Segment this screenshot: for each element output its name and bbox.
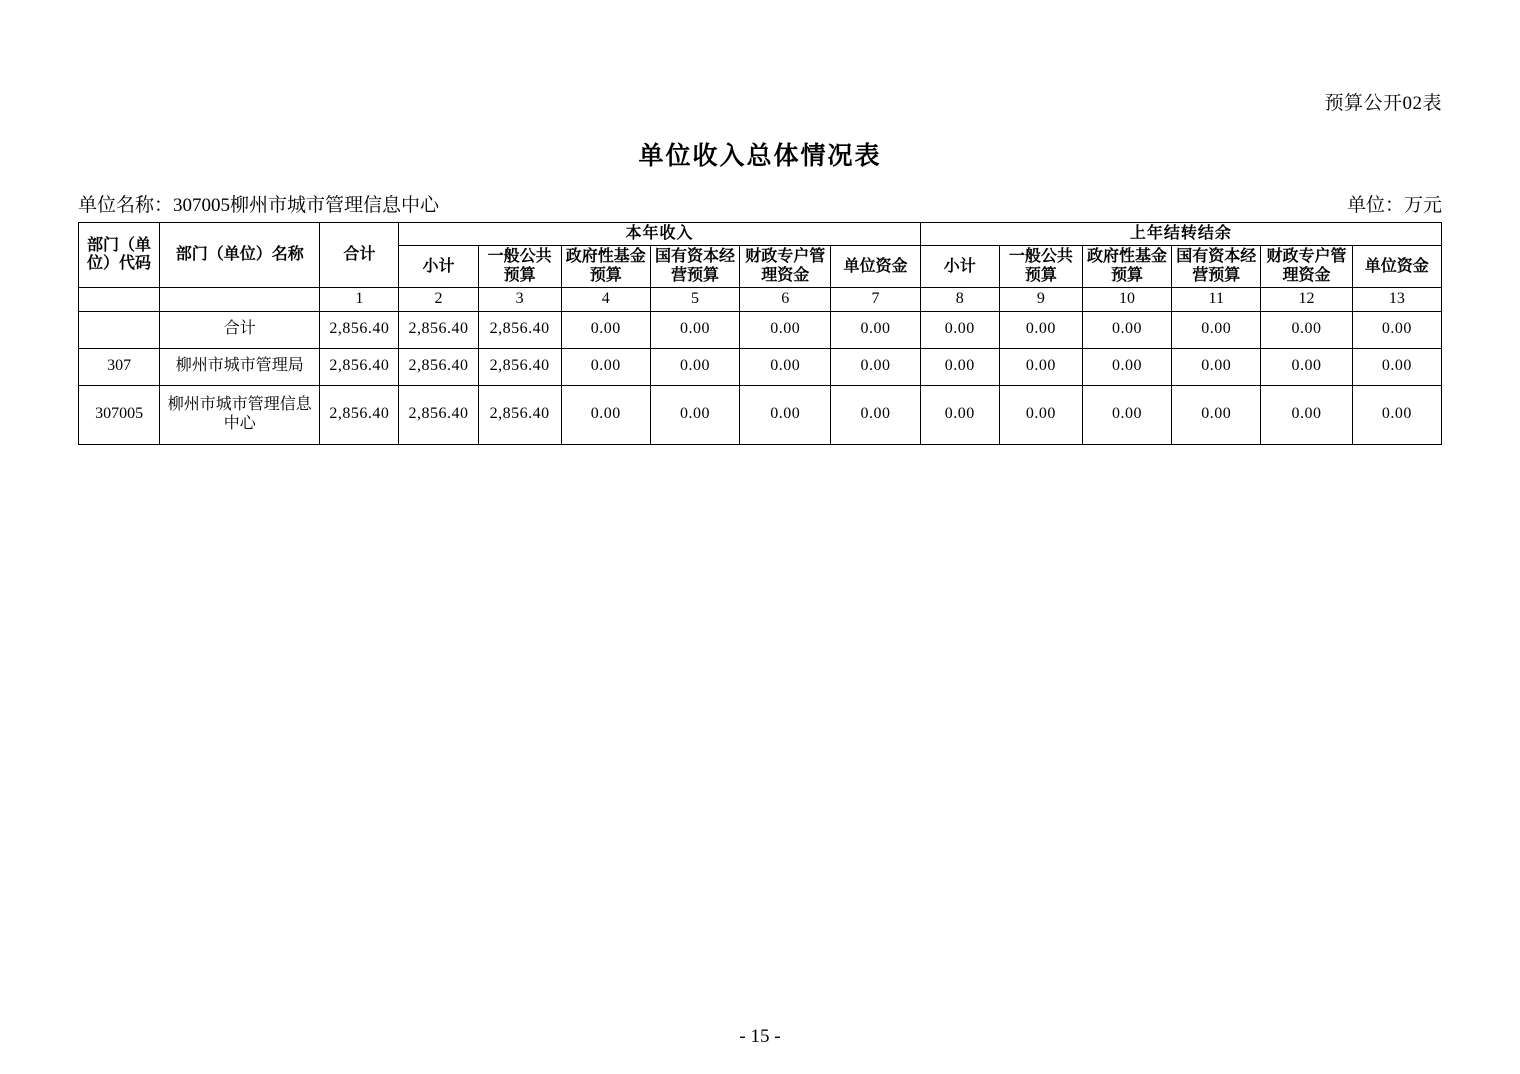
colnum-blank-code xyxy=(79,288,160,311)
row-value-5: 0.00 xyxy=(650,385,739,444)
row-value-4: 0.00 xyxy=(561,311,650,348)
row-value-11: 0.00 xyxy=(1172,311,1261,348)
header-cy-gov-fund: 政府性基金预算 xyxy=(561,246,650,288)
header-pc-gov-fund: 政府性基金预算 xyxy=(1082,246,1171,288)
table-row xyxy=(79,311,1442,348)
colnum-6: 6 xyxy=(740,288,831,311)
colnum-4: 4 xyxy=(561,288,650,311)
row-code: 307005 xyxy=(79,385,160,444)
row-value-6: 0.00 xyxy=(740,385,831,444)
row-value-9: 0.00 xyxy=(999,348,1082,385)
header-group-current-year: 本年收入 xyxy=(399,223,920,246)
colnum-2: 2 xyxy=(399,288,478,311)
row-value-11: 0.00 xyxy=(1172,348,1261,385)
colnum-11: 11 xyxy=(1172,288,1261,311)
row-value-2: 2,856.40 xyxy=(399,348,478,385)
header-pc-subtotal: 小计 xyxy=(920,246,999,288)
income-summary-table xyxy=(78,222,1442,445)
row-value-13: 0.00 xyxy=(1352,348,1441,385)
row-value-3: 2,856.40 xyxy=(478,385,561,444)
row-value-12: 0.00 xyxy=(1261,385,1352,444)
row-value-7: 0.00 xyxy=(831,348,920,385)
row-value-9: 0.00 xyxy=(999,311,1082,348)
row-value-6: 0.00 xyxy=(740,311,831,348)
colnum-5: 5 xyxy=(650,288,739,311)
row-value-5: 0.00 xyxy=(650,311,739,348)
colnum-7: 7 xyxy=(831,288,920,311)
row-value-10: 0.00 xyxy=(1082,385,1171,444)
header-pc-general-public: 一般公共预算 xyxy=(999,246,1082,288)
table-row xyxy=(79,348,1442,385)
row-name: 合计 xyxy=(160,311,320,348)
header-cy-unit-fund: 单位资金 xyxy=(831,246,920,288)
colnum-13: 13 xyxy=(1352,288,1441,311)
row-value-3: 2,856.40 xyxy=(478,311,561,348)
row-value-3: 2,856.40 xyxy=(478,348,561,385)
colnum-3: 3 xyxy=(478,288,561,311)
row-value-7: 0.00 xyxy=(831,311,920,348)
row-value-1: 2,856.40 xyxy=(320,348,399,385)
row-value-8: 0.00 xyxy=(920,348,999,385)
table-column-number-row xyxy=(79,288,1442,311)
header-pc-special-account: 财政专户管理资金 xyxy=(1261,246,1352,288)
row-value-10: 0.00 xyxy=(1082,311,1171,348)
colnum-1: 1 xyxy=(320,288,399,311)
row-value-11: 0.00 xyxy=(1172,385,1261,444)
row-value-13: 0.00 xyxy=(1352,385,1441,444)
row-value-1: 2,856.40 xyxy=(320,311,399,348)
row-value-4: 0.00 xyxy=(561,385,650,444)
row-code: 307 xyxy=(79,348,160,385)
row-value-12: 0.00 xyxy=(1261,348,1352,385)
colnum-8: 8 xyxy=(920,288,999,311)
row-value-2: 2,856.40 xyxy=(399,311,478,348)
header-group-prev-carryover: 上年结转结余 xyxy=(920,223,1441,246)
colnum-12: 12 xyxy=(1261,288,1352,311)
row-value-2: 2,856.40 xyxy=(399,385,478,444)
row-value-5: 0.00 xyxy=(650,348,739,385)
row-value-9: 0.00 xyxy=(999,385,1082,444)
row-value-10: 0.00 xyxy=(1082,348,1171,385)
row-name: 柳州市城市管理局 xyxy=(160,348,320,385)
page-number: - 15 - xyxy=(739,1026,781,1047)
header-cy-special-account: 财政专户管理资金 xyxy=(740,246,831,288)
row-value-8: 0.00 xyxy=(920,311,999,348)
header-cy-subtotal: 小计 xyxy=(399,246,478,288)
header-cy-general-public: 一般公共预算 xyxy=(478,246,561,288)
unit-measure-label: 单位：万元 xyxy=(1346,195,1442,216)
table-row xyxy=(79,385,1442,444)
table-header-row-group xyxy=(79,223,1442,246)
colnum-10: 10 xyxy=(1082,288,1171,311)
row-name: 柳州市城市管理信息中心 xyxy=(160,385,320,444)
row-value-6: 0.00 xyxy=(740,348,831,385)
page-title: 单位收入总体情况表 xyxy=(638,143,882,170)
header-pc-state-capital: 国有资本经营预算 xyxy=(1172,246,1261,288)
header-total: 合计 xyxy=(320,223,399,288)
colnum-9: 9 xyxy=(999,288,1082,311)
form-code-label: 预算公开02表 xyxy=(1324,93,1442,114)
colnum-blank-name xyxy=(160,288,320,311)
row-value-1: 2,856.40 xyxy=(320,385,399,444)
header-dept-code: 部门（单位）代码 xyxy=(79,223,160,288)
meta-row xyxy=(78,190,1442,214)
row-value-12: 0.00 xyxy=(1261,311,1352,348)
row-value-4: 0.00 xyxy=(561,348,650,385)
row-code xyxy=(79,311,160,348)
unit-name-label: 单位名称：307005柳州市城市管理信息中心 xyxy=(78,195,440,216)
row-value-8: 0.00 xyxy=(920,385,999,444)
header-pc-unit-fund: 单位资金 xyxy=(1352,246,1441,288)
header-dept-name: 部门（单位）名称 xyxy=(160,223,320,288)
header-cy-state-capital: 国有资本经营预算 xyxy=(650,246,739,288)
row-value-13: 0.00 xyxy=(1352,311,1441,348)
row-value-7: 0.00 xyxy=(831,385,920,444)
